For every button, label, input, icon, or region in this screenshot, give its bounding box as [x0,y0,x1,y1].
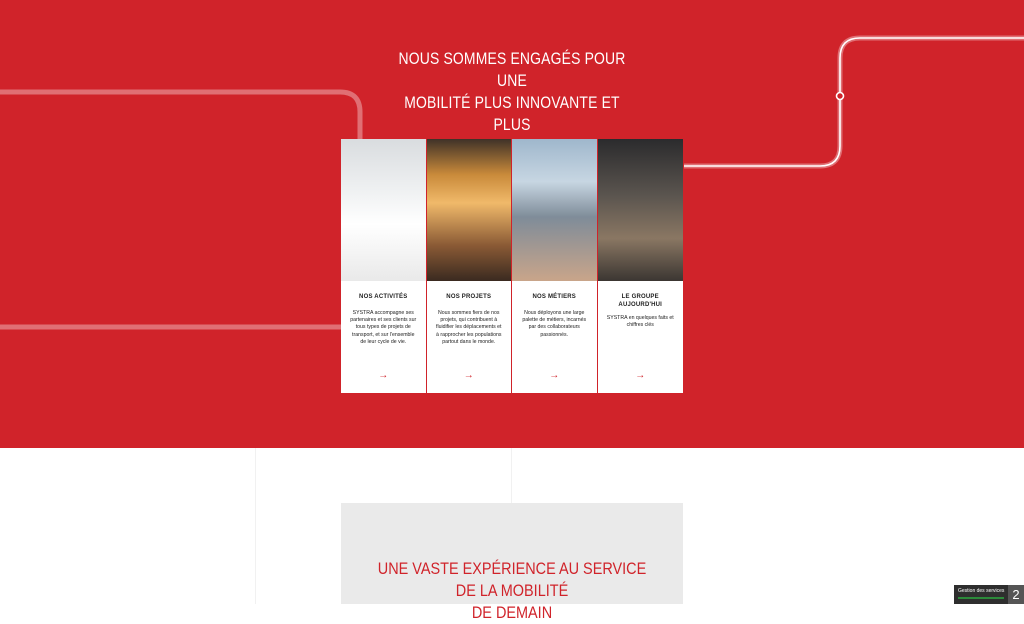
column-divider [255,448,256,604]
card-nos-activites[interactable] [341,139,427,393]
arrow-right-icon[interactable]: → [378,370,389,381]
card-title: NOS PROJETS [446,294,492,300]
arrow-right-icon[interactable]: → [635,370,646,381]
cookie-label-text: Gestion des services [958,588,1005,594]
section-title-line-2: DE DEMAIN [471,603,553,622]
experience-section [341,503,683,622]
cookie-count-badge: 2 [1008,585,1024,604]
card-text: SYSTRA accompagne ses partenaires et ses clients sur tous types de projets de transport, et sur l'ensemble de leur cycle de vie. [350,310,417,345]
card-nos-metiers[interactable] [512,139,598,393]
card-title [602,293,680,309]
hero-title-line-1: NOUS SOMMES ENGAGÉS POUR UNE [398,49,626,90]
card-title-line-2: AUJOURD'HUI [618,302,663,308]
section-title-line-1: UNE VASTE EXPÉRIENCE AU SERVICE DE LA MOBILITÉ [377,559,647,600]
card-title: NOS MÉTIERS [532,294,577,300]
card-text: Nous sommes fiers de nos projets, qui contribuent à fluidifier les déplacements et à rapprocher les populations partout dans le monde. [436,310,502,345]
escalator-image [598,139,684,281]
station-platform-image [341,139,426,281]
card-title: NOS ACTIVITÉS [359,294,408,300]
card-text: Nous déployons une large palette de métiers, incarnés par des collaborateurs passionnés. [522,310,587,338]
card-text: SYSTRA en quelques faits et chiffres clés [606,315,674,329]
rail-station-dot [837,93,844,100]
train-image [427,139,512,281]
hero-title-line-2: MOBILITÉ PLUS INNOVANTE ET PLUS [404,93,620,134]
arrow-right-icon[interactable]: → [463,370,474,381]
section-title [367,558,658,624]
card-le-groupe[interactable] [598,139,684,393]
card-nos-projets[interactable] [427,139,513,393]
navigation-cards [341,139,683,393]
arrow-right-icon[interactable]: → [549,370,560,381]
card-title-line-1: LE GROUPE [621,294,659,300]
cookie-status-bar [958,597,1004,599]
construction-worker-image [512,139,597,281]
cookie-manager-widget[interactable] [954,585,1024,604]
cookie-manager-label[interactable] [954,585,1008,604]
